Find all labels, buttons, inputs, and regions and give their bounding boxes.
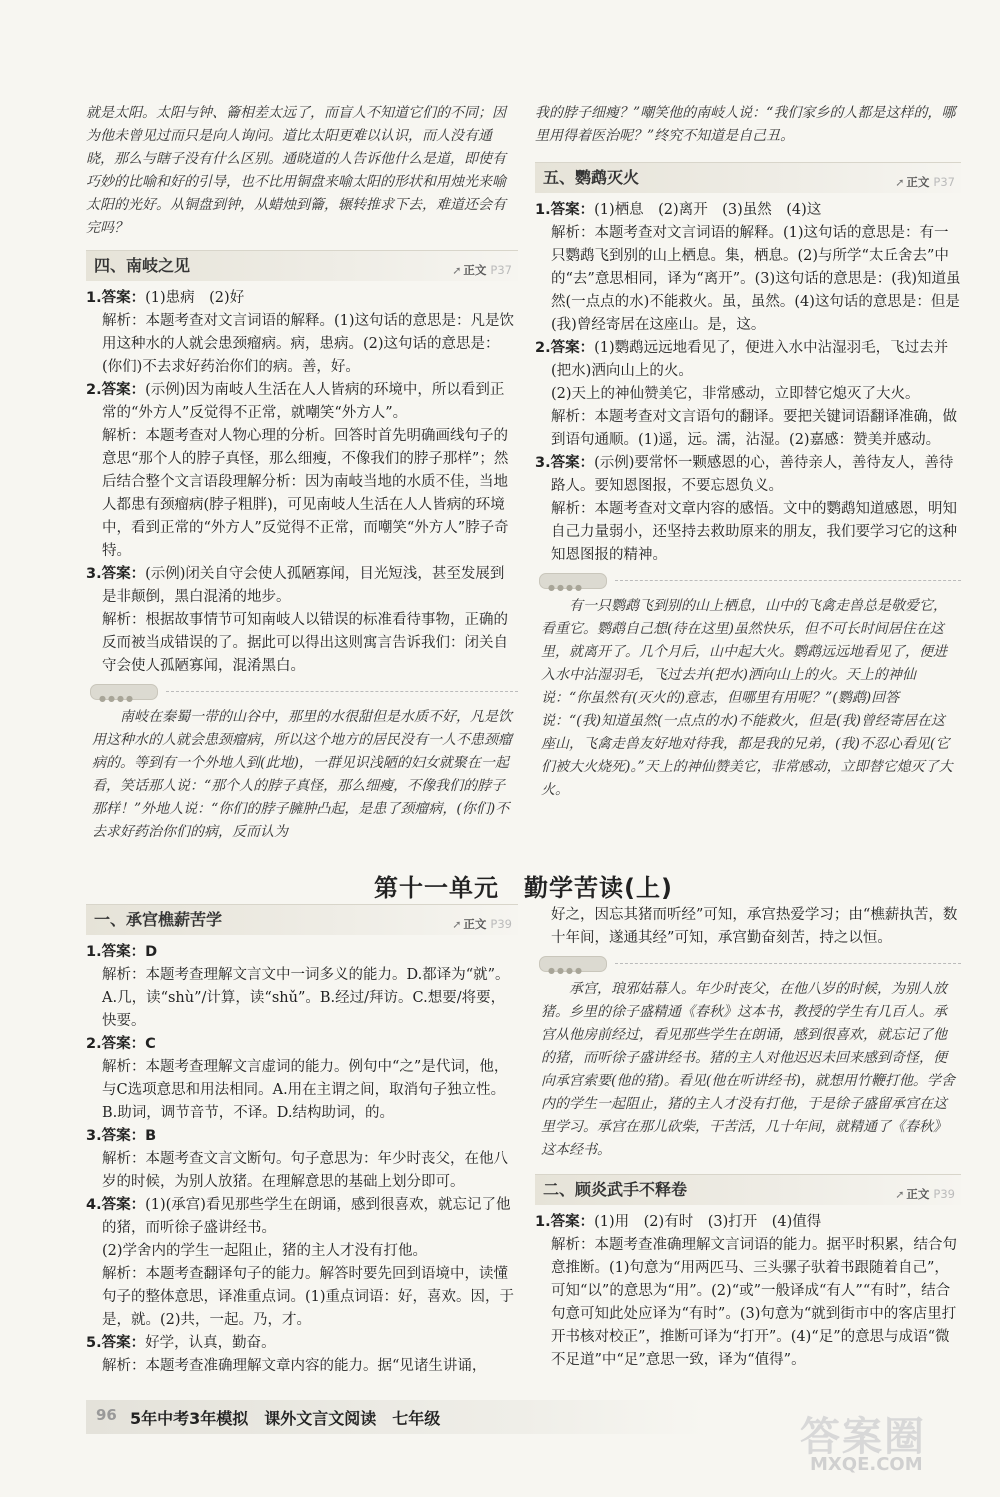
right-column bbox=[535, 102, 961, 802]
question-2-answer: 2.答案：(1)鹦鹉远远地看见了，便进入水中沾湿羽毛，飞过去并(把水)洒向山上的火。 bbox=[535, 340, 949, 379]
left-column-bottom bbox=[86, 904, 518, 1378]
translation-badge-icon: ●●●● bbox=[90, 684, 158, 700]
watermark bbox=[800, 1405, 970, 1485]
question-1-analysis: 解析：本题考查对文言词语的解释。(1)这句话的意思是：凡是饮用这种水的人就会患颈瘤病。病，患病。(2)这句话的意思是：(你们)不去求好药治你们的病。善，好。 bbox=[102, 313, 515, 375]
page-number: 96 bbox=[96, 1406, 117, 1424]
text-reference: ➚ 正文 P37 bbox=[452, 263, 512, 277]
section-title: 五、鹦鹉灭火 bbox=[543, 168, 640, 187]
question-2-analysis: 解析：本题考查理解文言虚词的能力。例句中“之”是代词，他，与C选项意思和用法相同。A.用在主谓之间，取消句子独立性。B.助词，调节音节，不译。D.结构助词，的。 bbox=[102, 1059, 509, 1121]
section-header-5 bbox=[535, 162, 961, 193]
translation-divider bbox=[535, 954, 961, 975]
watermark-logo: 答案圈 bbox=[800, 1414, 926, 1460]
question-4-analysis: 解析：本题考查翻译句子的能力。解答时要先回到语境中，读懂句子的整体意思，译准重点词。(1)重点词语：好，喜欢。因，于是，就。(2)共，一起。乃，才。 bbox=[102, 1266, 515, 1328]
page-footer bbox=[86, 1400, 706, 1434]
section-title: 一、承宫樵薪苦学 bbox=[94, 910, 223, 929]
unit-header bbox=[86, 866, 961, 902]
text-reference: ➚ 正文 P39 bbox=[452, 917, 512, 931]
translation-text: 承宫，琅邪姑幕人。年少时丧父，在他八岁的时候，为别人放猪。乡里的徐子盛精通《春秋》这本书，教授的学生有几百人。承宫从他房前经过，看见那些学生在朗诵，感到很喜欢，就忘记了他的猪，而听徐子盛讲经书。猪的主人对他迟迟未回来感到奇怪，便向承宫索要(他的猪)。看见(他在听讲经书)，就想用竹鞭打他。学舍内的学生一起阻止，猪的主人才没有打他，于是徐子盛留承宫在这里学习。承宫在那儿砍柴，干苦活，几十年间，就精通了《春秋》这本经书。 bbox=[541, 981, 955, 1158]
question-2-analysis: 解析：本题考查对人物心理的分析。回答时首先明确画线句子的意思“那个人的脖子真怪，那么细瘦，不像我们的脖子那样”；然后结合整个文言语段理解分析：因为南岐当地的水质不佳，当地人都患有颈瘤病(脖子粗胖)，可见南岐人生活在人人皆病的环境中，看到正常的“外方人”反觉得不正常，而嘲笑“外方人”脖子奇特。 bbox=[102, 428, 509, 559]
question-5-analysis: 解析：本题考查准确理解文章内容的能力。据“见诸生讲诵， bbox=[102, 1358, 487, 1374]
question-3-answer: 3.答案：B bbox=[86, 1128, 157, 1144]
question-1-analysis: 解析：本题考查对文言词语的解释。(1)这句话的意思是：有一只鹦鹉飞到别的山上栖息。集，栖息。(2)与所学“太丘舍去”中的“去”意思相同，译为“离开”。(3)这句话的意思是：(我)知道虽然(一点点的水)不能救火。虽，虽然。(4)这句话的意思是：但是(我)曾经寄居在这座山。是，这。 bbox=[551, 225, 961, 333]
text-reference: ➚ 正文 P37 bbox=[895, 175, 955, 189]
question-3-analysis: 解析：本题考查文言文断句。句子意思为：年少时丧父，在他八岁的时候，为别人放猪。在理解意思的基础上划分即可。 bbox=[102, 1151, 508, 1190]
translation-text: 有一只鹦鹉飞到别的山上栖息，山中的飞禽走兽总是敬爱它，看重它。鹦鹉自己想(待在这里)虽然快乐，但不可长时间居住在这里，就离开了。几个月后，山中起大火。鹦鹉远远地看见了，便进入水中沾湿羽毛，飞过去并(把水)洒向山上的火。天上的神仙说：“你虽然有(灭火的)意志，但哪里有用呢？”(鹦鹉)回答说：“(我)知道虽然(一点点的水)不能救火，但是(我)曾经寄居在这座山，飞禽走兽友好地对待我，都是我的兄弟，(我)不忍心看见(它们被大火烧死)。”天上的神仙赞美它，非常感动，立即替它熄灭了大火。 bbox=[541, 598, 953, 798]
question-2-answer: 2.答案：(示例)因为南岐人生活在人人皆病的环境中，所以看到正常的“外方人”反觉得不正常，就嘲笑“外方人”。 bbox=[86, 382, 505, 421]
section-header-u1 bbox=[86, 904, 518, 935]
question-4-answer: 4.答案：(1)(承宫)看见那些学生在朗诵，感到很喜欢，就忘记了他的猪，而听徐子盛讲经书。 bbox=[86, 1197, 511, 1236]
watermark-url: MXQE.COM bbox=[810, 1454, 923, 1475]
question-1-analysis: 解析：本题考查准确理解文言词语的能力。据平时积累，结合句意推断。(1)句意为“用两匹马、三头骡子驮着书跟随着自己”，可知“以”的意思为“用”。(2)“或”一般译成“有人”“有时”，结合句意可知此处应译为“有时”。(3)句意为“就到街市中的客店里打开书核对校正”，推断可译为“打开”。(4)“足”的意思与成语“微不足道”中“足”意思一致，译为“值得”。 bbox=[551, 1237, 957, 1368]
question-3-answer: 3.答案：(示例)要常怀一颗感恩的心，善待亲人，善待友人，善待路人。要知恩图报，不要忘恩负义。 bbox=[535, 455, 954, 494]
translation-text: 南岐在秦蜀一带的山谷中，那里的水很甜但是水质不好，凡是饮用这种水的人就会患颈瘤病，所以这个地方的居民没有一人不患颈瘤病的。等到有一个外地人到(此地)，一群见识浅陋的妇女就聚在一起看，笑话那人说：“那个人的脖子真怪，那么细瘦，不像我们的脖子那样！”外地人说：“你们的脖子臃肿凸起，是患了颈瘤病，(你们)不去求好药治你们的病，反而认为 bbox=[92, 709, 512, 840]
translation-badge-icon: ●●●● bbox=[539, 573, 607, 589]
translation-divider bbox=[535, 571, 961, 592]
analysis-continuation: 好之，因忘其猪而听经”可知，承宫热爱学习；由“樵薪执苦，数十年间，遂通其经”可知，承宫勤奋刻苦，持之以恒。 bbox=[551, 907, 958, 946]
section-title: 四、南岐之见 bbox=[94, 256, 191, 275]
question-1-answer: 1.答案：D bbox=[86, 944, 158, 960]
translation-divider bbox=[86, 682, 518, 703]
question-5-answer: 5.答案：好学，认真，勤奋。 bbox=[86, 1335, 276, 1351]
question-1-answer: 1.答案：(1)用 (2)有时 (3)打开 (4)值得 bbox=[535, 1214, 822, 1230]
question-1-analysis: 解析：本题考查理解文言文中一词多义的能力。D.都译为“就”。A.几，读“shù”/计算，读“shǔ”。B.经过/拜访。C.想要/将要，快要。 bbox=[102, 967, 510, 1029]
question-3-analysis: 解析：本题考查对文章内容的感悟。文中的鹦鹉知道感恩，明知自己力量弱小，还坚持去救助原来的朋友，我们要学习它的这种知恩图报的精神。 bbox=[551, 501, 957, 563]
question-3-answer: 3.答案：(示例)闭关自守会使人孤陋寡闻，目光短浅，甚至发展到是非颠倒，黑白混淆的地步。 bbox=[86, 566, 505, 605]
arrow-icon: ➚ bbox=[452, 918, 462, 931]
translation-continuation: 就是太阳。太阳与钟、籥相差太远了，而盲人不知道它们的不同；因为他未曾见过而只是向人询问。道比太阳更难以认识，而人没有通晓，那么与瞎子没有什么区别。通晓道的人告诉他什么是道，即使有巧妙的比喻和好的引导，也不比用铜盘来喻太阳的形状和用烛光来喻太阳的光好。从铜盘到钟，从蜡烛到籥，辗转推求下去，难道还会有完吗？ bbox=[86, 105, 506, 236]
question-1-answer: 1.答案：(1)患病 (2)好 bbox=[86, 290, 245, 306]
section-header-4 bbox=[86, 250, 518, 281]
text-reference: ➚ 正文 P39 bbox=[895, 1187, 955, 1201]
question-2-analysis: 解析：本题考查对文言语句的翻译。要把关键词语翻译准确，做到语句通顺。(1)遥，远。濡，沾湿。(2)嘉感：赞美并感动。 bbox=[551, 409, 957, 448]
question-3-analysis: 解析：根据故事情节可知南岐人以错误的标准看待事物，正确的反而被当成错误的了。据此可以得出这则寓言告诉我们：闭关自守会使人孤陋寡闻，混淆黑白。 bbox=[102, 612, 508, 674]
section-header-u2 bbox=[535, 1174, 961, 1205]
book-title: 5年中考3年模拟 课外文言文阅读 七年级 bbox=[130, 1409, 441, 1428]
question-1-answer: 1.答案：(1)栖息 (2)离开 (3)虽然 (4)这 bbox=[535, 202, 822, 218]
question-2-answer-part2: (2)天上的神仙赞美它，非常感动，立即替它熄灭了大火。 bbox=[551, 386, 920, 402]
question-4-answer-part2: (2)学舍内的学生一起阻止，猪的主人才没有打他。 bbox=[102, 1243, 428, 1259]
arrow-icon: ➚ bbox=[895, 1188, 905, 1201]
translation-badge-icon: ●●●● bbox=[539, 956, 607, 972]
unit-title: 第十一单元 勤学苦读(上) bbox=[374, 874, 673, 902]
arrow-icon: ➚ bbox=[452, 264, 462, 277]
left-column bbox=[86, 102, 518, 844]
arrow-icon: ➚ bbox=[895, 176, 905, 189]
right-column-bottom bbox=[535, 904, 961, 1372]
section-title: 二、顾炎武手不释卷 bbox=[543, 1180, 688, 1199]
question-2-answer: 2.答案：C bbox=[86, 1036, 156, 1052]
translation-continuation: 我的脖子细瘦？”嘲笑他的南岐人说：“我们家乡的人都是这样的，哪里用得着医治呢？”终究不知道是自己丑。 bbox=[535, 105, 956, 144]
